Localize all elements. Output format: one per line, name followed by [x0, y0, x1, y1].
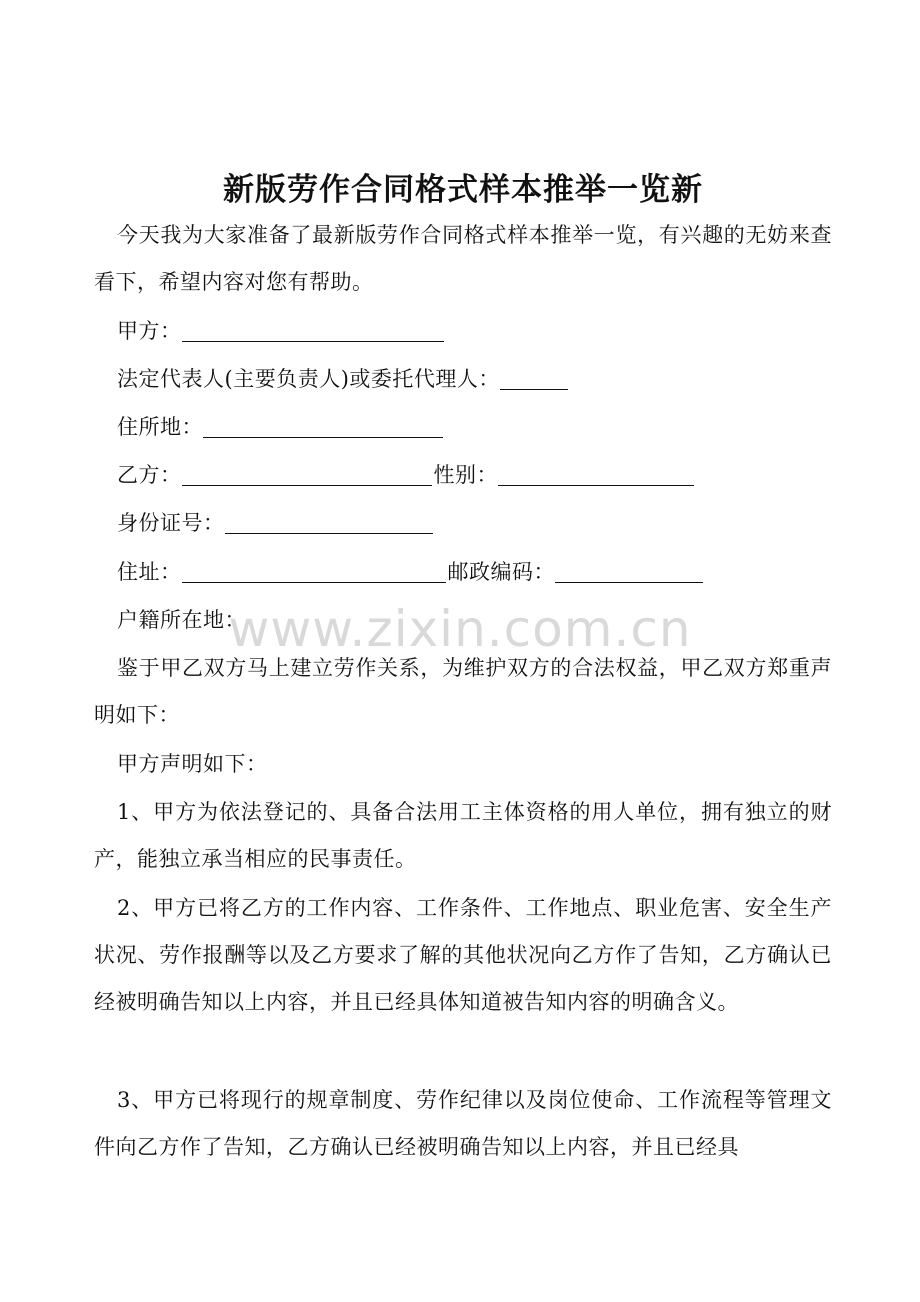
gender-blank: [498, 469, 694, 486]
field-household-label: 户籍所在地：: [117, 608, 246, 632]
clause-2: 2、甲方已将乙方的工作内容、工作条件、工作地点、职业危害、安全生产状况、劳作报酬等以及乙方要求了解的其他状况向乙方作了告知，乙方确认已经被明确告知以上内容，并且已经具体知道被告知内容的明确含义。: [94, 896, 832, 1014]
clause-1: 1、甲方为依法登记的、具备合法用工主体资格的用人单位，拥有独立的财产，能独立承当相应的民事责任。: [94, 800, 832, 871]
field-legal-rep-label: 法定代表人(主要负责人)或委托代理人：: [117, 367, 500, 391]
field-legal-rep: [117, 356, 570, 403]
party-b-blank: [182, 469, 432, 486]
field-postcode-label: 邮政编码：: [447, 560, 555, 584]
field-party-b-label: 乙方：: [117, 463, 182, 487]
watermark: www.zixin.com.cn: [228, 600, 692, 658]
field-party-b: [117, 452, 696, 499]
intro-paragraph: 今天我为大家准备了最新版劳作合同格式样本推举一览，有兴趣的无妨来查看下，希望内容对您有帮助。: [94, 223, 832, 294]
field-address-b: [117, 549, 705, 596]
preamble-paragraph: 鉴于甲乙双方马上建立劳作关系，为维护双方的合法权益，甲乙双方郑重声明如下：: [94, 656, 832, 727]
clause-3: 3、甲方已将现行的规章制度、劳作纪律以及岗位使命、工作流程等管理文件向乙方作了告知，乙方确认已经被明确告知以上内容，并且已经具: [94, 1088, 832, 1159]
field-address-a-label: 住所地：: [117, 415, 203, 439]
party-a-statement-heading: 甲方声明如下：: [117, 752, 268, 776]
address-a-blank: [203, 421, 443, 438]
document-title: 新版劳作合同格式样本推举一览新: [223, 172, 703, 208]
address-b-blank: [182, 566, 446, 583]
postcode-blank: [555, 566, 703, 583]
legal-rep-blank: [500, 373, 568, 390]
id-number-blank: [225, 517, 433, 534]
field-party-a-label: 甲方：: [117, 319, 182, 343]
field-address-a: [117, 404, 445, 451]
field-gender-label: 性别：: [433, 463, 498, 487]
field-id-number: [117, 500, 435, 547]
field-household: [117, 597, 246, 644]
field-address-b-label: 住址：: [117, 560, 182, 584]
field-id-number-label: 身份证号：: [117, 511, 225, 535]
party-a-blank: [182, 325, 444, 342]
field-party-a: [117, 308, 446, 355]
